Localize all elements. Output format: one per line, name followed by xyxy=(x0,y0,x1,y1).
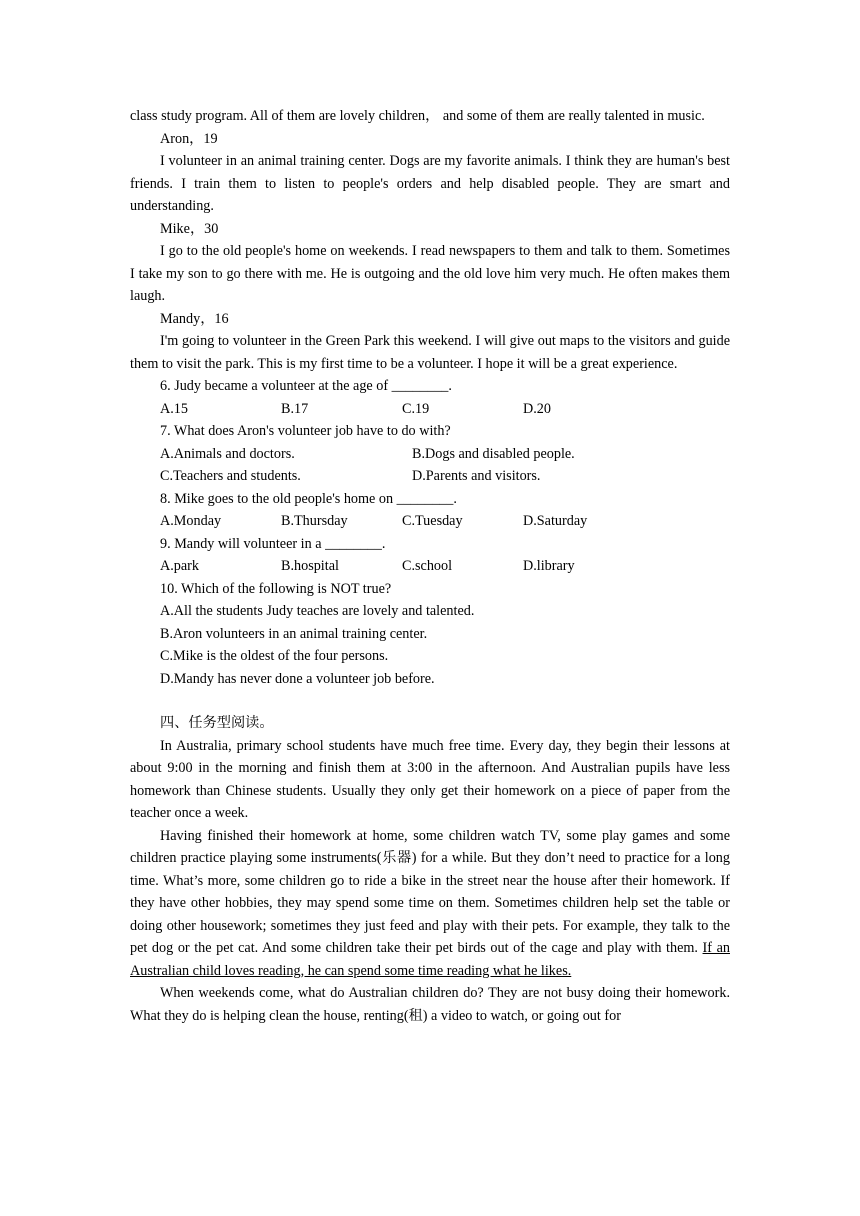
question-9: 9. Mandy will volunteer in a ________. xyxy=(160,535,386,552)
option: A.Monday xyxy=(160,513,222,529)
question-8-options xyxy=(130,510,730,533)
option: D.20 xyxy=(523,400,551,417)
option: A.Animals and doctors. xyxy=(160,445,295,462)
mike-paragraph: I go to the old people's home on weekends. I read newspapers to them and talk to them. Sometimes I take my son to go there with me. He is outgoing and the old love him very much. He often makes them laugh. xyxy=(130,243,730,304)
option: C.school xyxy=(402,558,453,574)
option: C.Mike is the oldest of the four persons. xyxy=(160,648,389,664)
option: B.17 xyxy=(281,400,309,417)
underlined-sentence: If an Australian child loves reading, he can spend some time reading what he likes. xyxy=(130,940,730,979)
option: B.Dogs and disabled people. xyxy=(412,445,575,462)
option: B.Thursday xyxy=(281,513,348,529)
option: C.Teachers and students. xyxy=(160,468,301,484)
section-4-paragraph-1: In Australia, primary school students have much free time. Every day, they begin their lessons at about 9:00 in the morning and finish them at 3:00 in the afternoon. And Australian pupils have less homework than Chinese students. Usually they only get their homework on a piece of paper from the teacher once a week. xyxy=(130,737,730,821)
question-10-option-d xyxy=(130,668,730,691)
option: D.library xyxy=(523,558,575,574)
option: A.All the students Judy teaches are lovely and talented. xyxy=(160,603,475,619)
option: A.park xyxy=(160,558,200,574)
aron-heading: Aron，19 xyxy=(160,130,218,147)
question-8: 8. Mike goes to the old people's home on ________. xyxy=(160,490,457,507)
option: D.Mandy has never done a volunteer job before. xyxy=(160,670,435,687)
section-spacer xyxy=(130,690,730,712)
question-6-options xyxy=(130,398,730,421)
paragraph-2-text: Having finished their homework at home, some children watch TV, some play games and some children practice playing some instruments(乐器) for a while. But they don’t need to practice for a long time. What’s more, some children go to ride a bike in the street near the house after their homework. If they have other hobbies, they may spend some time on them. Sometimes children help set the table or doing other housework; sometimes they just feed and play with their pets. For example, they talk to the pet dog or the pet cat. And some children take their pet birds out of the cage and play with them. xyxy=(130,827,730,956)
aron-paragraph: I volunteer in an animal training center. Dogs are my favorite animals. I think they are human's best friends. I train them to listen to people's orders and help disabled people. They are smart and understanding. xyxy=(130,153,730,214)
option: C.Tuesday xyxy=(402,513,463,529)
option: B.hospital xyxy=(281,558,339,574)
question-10-option-c xyxy=(130,645,730,668)
section-4-heading: 四、任务型阅读。 xyxy=(160,715,274,731)
option: D.Saturday xyxy=(523,513,588,529)
question-7-options-row-1 xyxy=(130,443,730,466)
section-4-paragraph-2 xyxy=(130,825,730,983)
question-9-options xyxy=(130,555,730,578)
passage-intro-end: class study program. All of them are lovely children， and some of them are really talented in music. xyxy=(130,108,705,124)
question-7: 7. What does Aron's volunteer job have to do with? xyxy=(160,423,451,439)
question-10-option-b xyxy=(130,623,730,646)
question-7-options-row-2 xyxy=(130,465,730,488)
document-page xyxy=(130,105,730,1027)
mandy-heading: Mandy，16 xyxy=(160,310,229,327)
option: D.Parents and visitors. xyxy=(412,468,541,484)
mandy-paragraph: I'm going to volunteer in the Green Park this weekend. I will give out maps to the visitors and guide them to visit the park. This is my first time to be a volunteer. I hope it will be a great experience. xyxy=(130,333,730,372)
option: A.15 xyxy=(160,400,188,417)
option: B.Aron volunteers in an animal training center. xyxy=(160,625,428,642)
option: C.19 xyxy=(402,400,430,417)
question-10-option-a xyxy=(130,600,730,623)
question-6: 6. Judy became a volunteer at the age of ________. xyxy=(160,378,452,394)
mike-heading: Mike，30 xyxy=(160,220,219,237)
section-4-paragraph-3: When weekends come, what do Australian children do? They are not busy doing their homework. What they do is helping clean the house, renting(租) a video to watch, or going out for xyxy=(130,985,730,1024)
question-10: 10. Which of the following is NOT true? xyxy=(160,580,392,597)
